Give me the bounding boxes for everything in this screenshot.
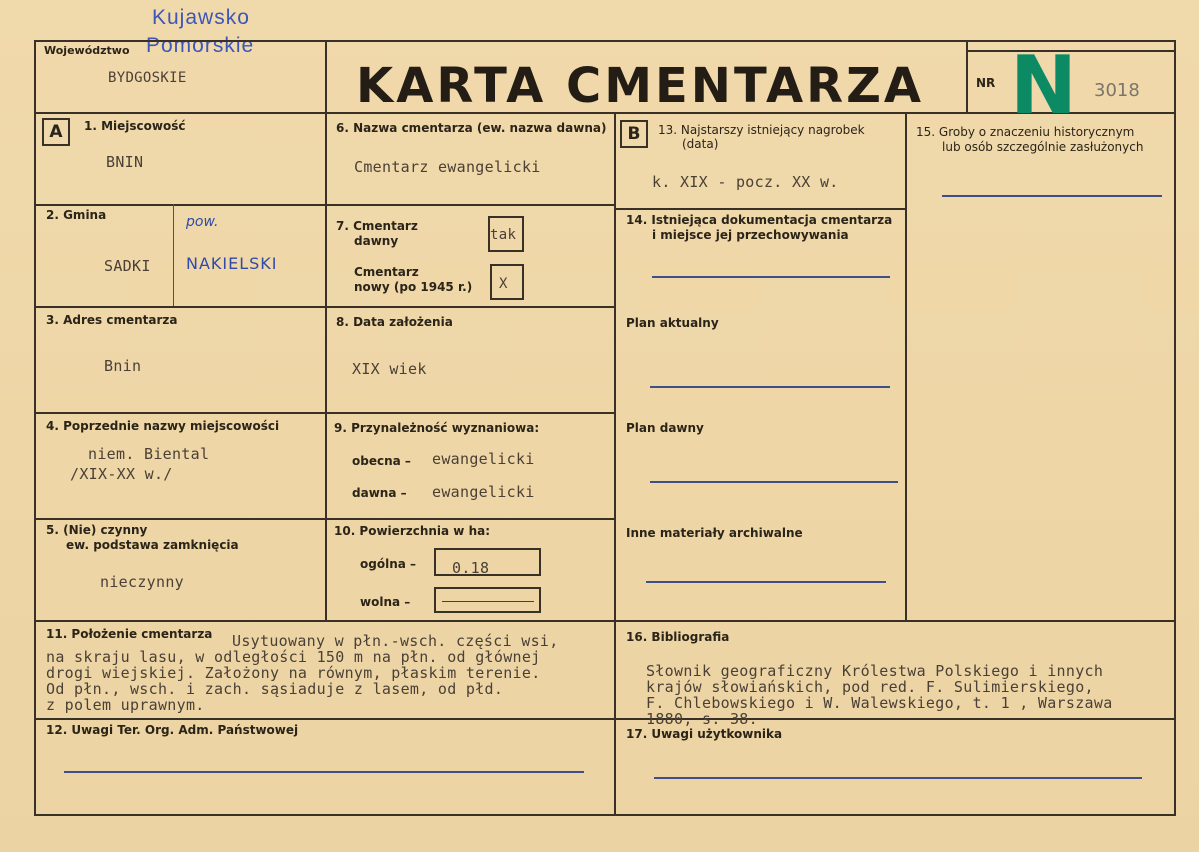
bibliografia-line-4: 1880, s. 38. <box>646 710 758 728</box>
dawna-label: dawna – <box>352 486 407 500</box>
ogolna-label: ogólna – <box>360 557 417 571</box>
nowy-label-1: Cmentarz <box>354 265 419 279</box>
adres-value: Bnin <box>104 357 142 375</box>
nazwa-label: 6. Nazwa cmentarza (ew. nazwa dawna) <box>336 121 607 135</box>
uwagi-ter-label: 12. Uwagi Ter. Org. Adm. Państwowej <box>46 723 299 737</box>
bibliografia-line-2: krajów słowiańskich, pod red. F. Sulimierskiego, <box>646 678 1094 696</box>
wojewodztwo-value: BYDGOSKIE <box>108 70 187 86</box>
polozenie-line-1: Usytuowany w płn.-wsch. części wsi, <box>232 632 559 650</box>
dawny-label-2: dawny <box>354 234 399 248</box>
obecna-value: ewangelicki <box>432 450 535 468</box>
poprzednie-value-2: /XIX-XX w./ <box>70 465 173 483</box>
stamp-line-1: Kujawsko <box>152 6 250 29</box>
nr-letter: N <box>1010 39 1077 132</box>
miejscowosc-value: BNIN <box>106 153 144 171</box>
powierzchnia-label: 10. Powierzchnia w ha: <box>334 524 491 538</box>
dokumentacja-label-1: 14. Istniejąca dokumentacja cmentarza <box>626 213 893 227</box>
ogolna-box <box>434 548 541 576</box>
groby-label-2: lub osób szczególnie zasłużonych <box>942 140 1144 154</box>
dawna-value: ewangelicki <box>432 483 535 501</box>
gmina-value: SADKI <box>104 257 151 275</box>
groby-label-1: 15. Groby o znaczeniu historycznym <box>916 125 1135 139</box>
data-zalozenia-label: 8. Data założenia <box>336 315 453 329</box>
wolna-label: wolna – <box>360 595 411 609</box>
section-a-letter: A <box>42 118 70 146</box>
polozenie-line-3: drogi wiejskiej. Założony na równym, płaskim terenie. <box>46 664 541 682</box>
wojewodztwo-label: Województwo <box>44 44 130 57</box>
bibliografia-line-3: F. Chlebowskiego i W. Walewskiego, t. 1 , Warszawa <box>646 694 1113 712</box>
dawny-label-1: 7. Cmentarz <box>336 219 418 233</box>
nr-number: 3018 <box>1094 80 1140 101</box>
czynny-label-1: 5. (Nie) czynny <box>46 523 148 537</box>
nowy-checkbox <box>490 264 524 300</box>
polozenie-line-2: na skraju lasu, w odległości 150 m na płn. od głównej <box>46 648 541 666</box>
wolna-box <box>434 587 541 613</box>
nagrobek-label-1: 13. Najstarszy istniejący nagrobek <box>658 123 865 137</box>
poprzednie-value-1: niem. Biental <box>88 445 210 463</box>
nagrobek-label-2: (data) <box>682 137 719 151</box>
bibliografia-label: 16. Bibliografia <box>626 630 730 644</box>
inne-materialy-label: Inne materiały archiwalne <box>626 526 803 540</box>
czynny-label-2: ew. podstawa zamknięcia <box>66 538 239 552</box>
gmina-label: 2. Gmina <box>46 208 107 222</box>
nagrobek-value: k. XIX - pocz. XX w. <box>652 173 839 191</box>
przynaleznosc-label: 9. Przynależność wyznaniowa: <box>334 421 540 435</box>
dokumentacja-label-2: i miejsce jej przechowywania <box>652 228 849 242</box>
pow-value: NAKIELSKI <box>186 254 278 273</box>
polozenie-label: 11. Położenie cmentarza <box>46 627 213 641</box>
stamp-line-2: Pomorskie <box>146 34 255 57</box>
ogolna-value: 0.18 <box>452 559 490 577</box>
dawny-checkbox <box>488 216 524 252</box>
polozenie-line-5: z polem uprawnym. <box>46 696 205 714</box>
nazwa-value: Cmentarz ewangelicki <box>354 158 541 176</box>
poprzednie-label: 4. Poprzednie nazwy miejscowości <box>46 419 280 433</box>
adres-label: 3. Adres cmentarza <box>46 313 178 327</box>
nowy-label-2: nowy (po 1945 r.) <box>354 280 473 294</box>
section-b-letter: B <box>620 120 648 148</box>
czynny-value: nieczynny <box>100 573 184 591</box>
nr-label: NR <box>976 76 996 90</box>
bibliografia-line-1: Słownik geograficzny Królestwa Polskiego i innych <box>646 662 1104 680</box>
data-zalozenia-value: XIX wiek <box>352 360 427 378</box>
plan-aktualny-label: Plan aktualny <box>626 316 719 330</box>
uwagi-uzytkownika-label: 17. Uwagi użytkownika <box>626 727 783 741</box>
pow-label: pow. <box>186 214 219 230</box>
obecna-label: obecna – <box>352 454 411 468</box>
nowy-value: X <box>499 276 508 292</box>
dawny-value: tak <box>490 227 517 243</box>
card-title: KARTA CMENTARZA <box>356 58 925 114</box>
plan-dawny-label: Plan dawny <box>626 421 704 435</box>
polozenie-line-4: Od płn., wsch. i zach. sąsiaduje z lasem, od płd. <box>46 680 504 698</box>
miejscowosc-label: 1. Miejscowość <box>84 119 186 133</box>
